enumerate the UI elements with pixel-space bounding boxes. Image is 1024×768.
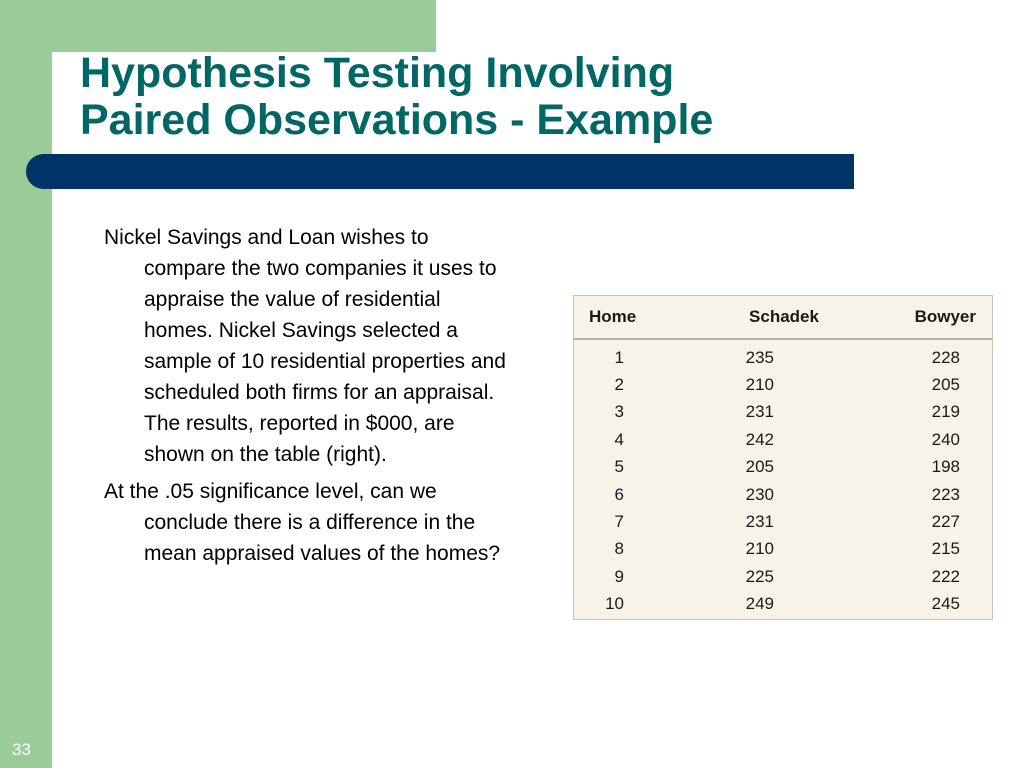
header-schadek: Schadek — [749, 307, 819, 326]
cell-bowyer: 245 — [931, 594, 960, 614]
slide-title-line-2: Paired Observations - Example — [80, 96, 714, 144]
appraisal-table — [573, 295, 993, 620]
body-text — [104, 222, 514, 575]
cell-bowyer: 227 — [931, 512, 960, 532]
header-bowyer: Bowyer — [914, 307, 976, 326]
cell-bowyer: 198 — [931, 457, 960, 477]
cell-home: 10 — [605, 594, 624, 614]
header-home: Home — [589, 307, 637, 326]
table-row — [574, 536, 992, 563]
cell-schadek: 210 — [745, 539, 774, 559]
cell-home: 6 — [614, 484, 624, 504]
cell-home: 9 — [614, 566, 624, 586]
cell-home: 8 — [614, 539, 624, 559]
cell-bowyer: 215 — [931, 539, 960, 559]
body-paragraph-1: Nickel Savings and Loan wishes to compare the two companies it uses to appraise the value of residential homes. Nickel Savings selected a sample of 10 residential properties and scheduled both firms for an appraisal. The results, reported in $000, are shown on the table (right). — [104, 226, 506, 466]
table-row — [574, 591, 992, 618]
slide-title-line-1: Hypothesis Testing Involving — [80, 49, 675, 97]
table-row — [574, 454, 992, 481]
left-accent-bar — [0, 0, 52, 768]
cell-bowyer: 240 — [931, 429, 960, 449]
table-row — [574, 563, 992, 590]
cell-schadek: 235 — [745, 347, 774, 367]
cell-bowyer: 219 — [931, 402, 960, 422]
cell-schadek: 205 — [745, 457, 774, 477]
table-row — [574, 371, 992, 398]
title-divider-bar — [26, 154, 854, 189]
cell-schadek: 249 — [745, 594, 774, 614]
cell-schadek: 242 — [745, 429, 774, 449]
table-row — [574, 426, 992, 453]
cell-bowyer: 228 — [931, 347, 960, 367]
cell-home: 3 — [614, 402, 624, 422]
cell-home: 7 — [614, 512, 624, 532]
table-row — [574, 481, 992, 508]
cell-home: 2 — [614, 375, 624, 395]
cell-bowyer: 223 — [931, 484, 960, 504]
slide-title — [80, 50, 713, 144]
table-row — [574, 344, 992, 371]
top-accent-bar — [0, 0, 436, 52]
table-body — [574, 340, 992, 618]
table-header-row — [574, 296, 992, 340]
cell-bowyer: 222 — [931, 566, 960, 586]
cell-schadek: 231 — [745, 402, 774, 422]
cell-schadek: 231 — [745, 512, 774, 532]
cell-schadek: 225 — [745, 566, 774, 586]
table-row — [574, 399, 992, 426]
cell-home: 1 — [614, 347, 624, 367]
cell-home: 4 — [614, 429, 624, 449]
cell-bowyer: 205 — [931, 375, 960, 395]
cell-schadek: 230 — [745, 484, 774, 504]
table-row — [574, 508, 992, 535]
slide-number: 33 — [12, 740, 31, 759]
body-paragraph-2: At the .05 significance level, can we conclude there is a difference in the mean appraised values of the homes? — [104, 480, 501, 565]
cell-schadek: 210 — [745, 375, 774, 395]
cell-home: 5 — [614, 457, 624, 477]
